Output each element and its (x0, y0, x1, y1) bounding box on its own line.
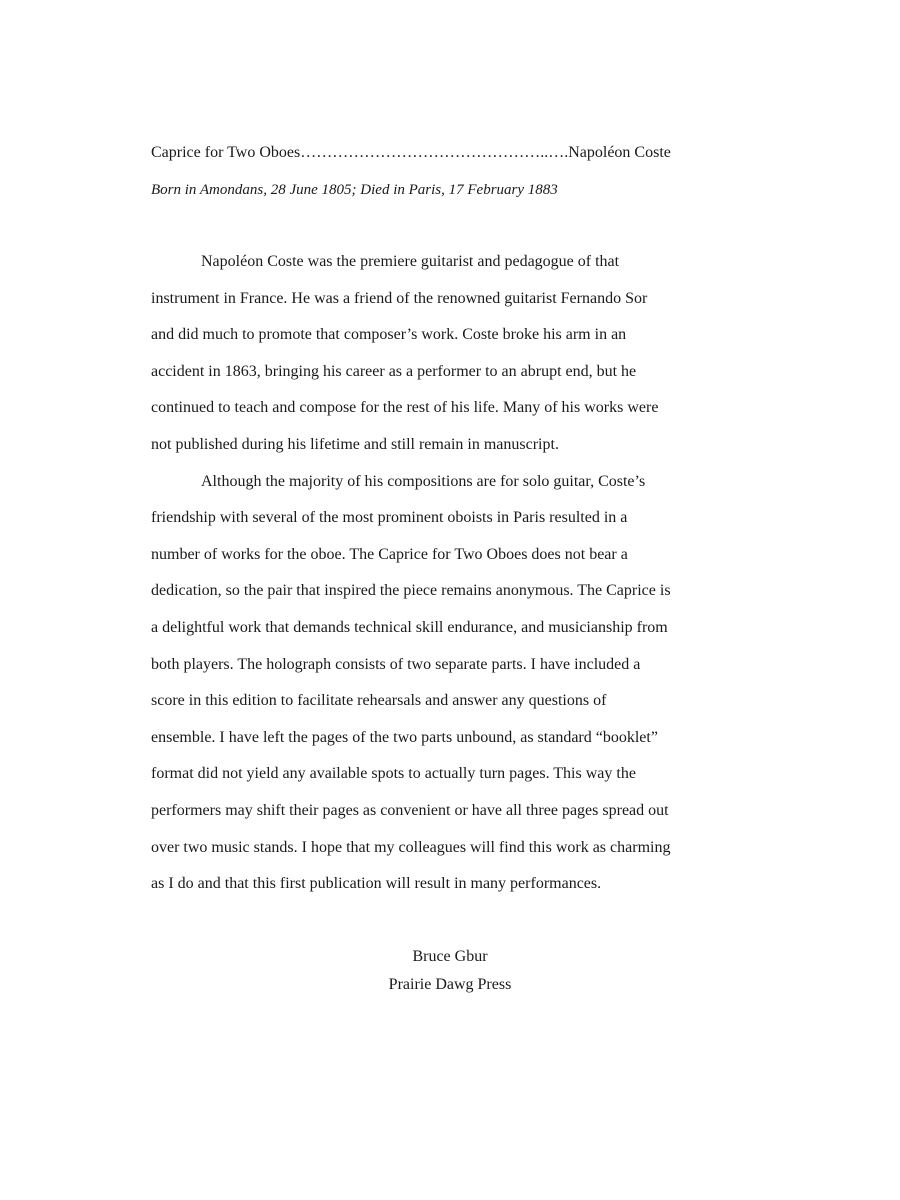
program-notes (151, 244, 753, 903)
piece-title: Caprice for Two Oboes………………………………………..….Napoléon Coste (151, 144, 671, 161)
paragraph-2-line-1: Although the majority of his compositions are for solo guitar, Coste’s (201, 472, 646, 490)
paragraph-1-line-3: and did much to promote that composer’s work. Coste broke his arm in an (151, 326, 627, 344)
paragraph-2-line-3: number of works for the oboe. The Caprice for Two Oboes does not bear a (151, 545, 628, 563)
paragraph-2-line-12: as I do and that this first publication will result in many performances. (151, 875, 602, 893)
paragraph-2-line-5: a delightful work that demands technical skill endurance, and musicianship from (151, 618, 668, 636)
composer-dates: Born in Amondans, 28 June 1805; Died in Paris, 17 February 1883 (151, 182, 558, 198)
paragraph-2-line-2: friendship with several of the most prominent oboists in Paris resulted in a (151, 509, 628, 527)
paragraph-2-line-4: dedication, so the pair that inspired the piece remains anonymous. The Caprice is (151, 582, 671, 600)
paragraph-1-line-4: accident in 1863, bringing his career as a performer to an abrupt end, but he (151, 362, 637, 380)
author-name: Bruce Gbur (412, 948, 488, 965)
paragraph-2-line-6: both players. The holograph consists of two separate parts. I have included a (151, 655, 641, 673)
paragraph-2-line-10: performers may shift their pages as convenient or have all three pages spread out (151, 801, 669, 819)
paragraph-1-line-1: Napoléon Coste was the premiere guitarist and pedagogue of that (201, 253, 620, 270)
publisher-name: Prairie Dawg Press (388, 976, 512, 993)
paragraph-2-line-9: format did not yield any available spots to actually turn pages. This way the (151, 765, 636, 783)
paragraph-1-line-2: instrument in France. He was a friend of the renowned guitarist Fernando Sor (151, 289, 648, 307)
paragraph-2-line-11: over two music stands. I hope that my colleagues will find this work as charming (151, 838, 671, 856)
paragraph-2-line-8: ensemble. I have left the pages of the two parts unbound, as standard “booklet” (151, 728, 658, 746)
paragraph-2-line-7: score in this edition to facilitate rehearsals and answer any questions of (151, 692, 607, 710)
paragraph-1-line-6: not published during his lifetime and still remain in manuscript. (151, 435, 559, 453)
paragraph-1-line-5: continued to teach and compose for the rest of his life. Many of his works were (151, 399, 659, 417)
